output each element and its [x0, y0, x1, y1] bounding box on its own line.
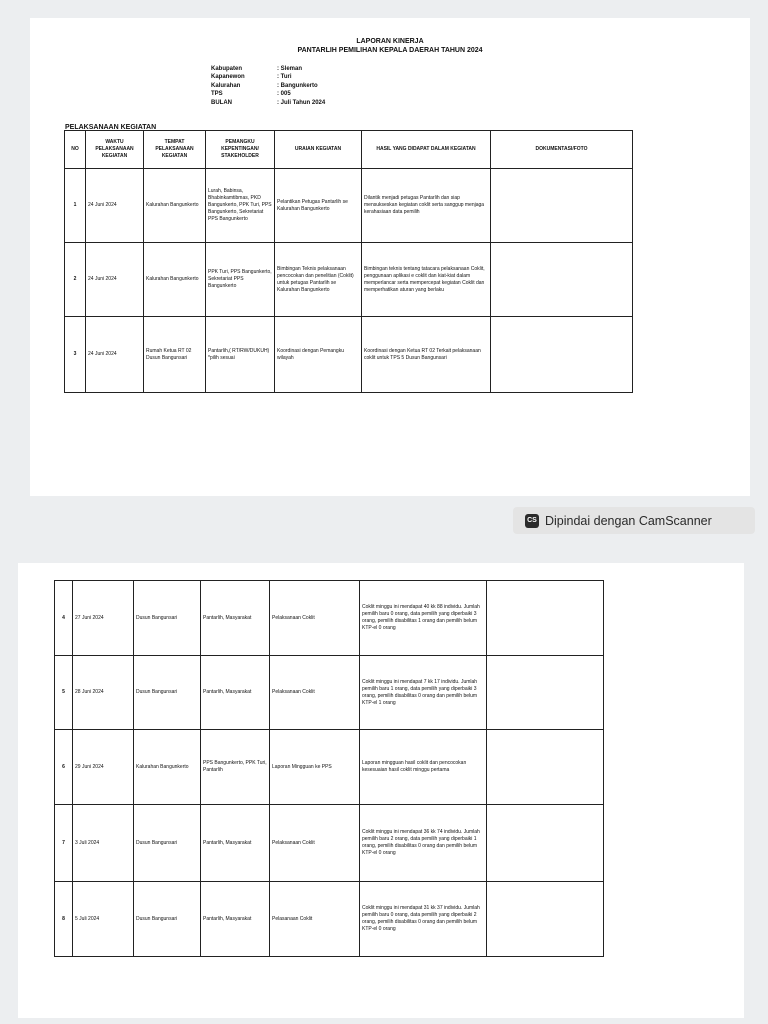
- cell-waktu: 28 Juni 2024: [73, 656, 134, 730]
- cell-no: 5: [55, 656, 73, 730]
- table-row: [55, 730, 604, 805]
- cell-no: 3: [65, 317, 86, 393]
- cell-no: 8: [55, 882, 73, 957]
- cell-uraian: Laporan Mingguan ke PPS: [270, 730, 360, 805]
- cell-tempat: Dusun Bangunsari: [134, 882, 201, 957]
- cell-uraian: Pelaksanaan Coklit: [270, 805, 360, 882]
- header-uraian: URAIAN KEGIATAN: [275, 131, 362, 169]
- table-row: [55, 805, 604, 882]
- table-header-row: [65, 131, 633, 169]
- meta-kabupaten: Kabupaten : Sleman: [211, 66, 303, 72]
- cell-waktu: 29 Juni 2024: [73, 730, 134, 805]
- cell-photo: [491, 169, 633, 243]
- cell-tempat: Dusun Bangunsari: [134, 581, 201, 656]
- header-no: NO: [65, 131, 86, 169]
- cell-no: 6: [55, 730, 73, 805]
- cell-photo: [487, 805, 604, 882]
- cell-hasil: Coklit minggu ini mendapat 40 kk 88 individu. Jumlah pemilih baru 0 orang, data pemilih yang diperbaiki 3 orang, pemilih disabilitas 1 orang dan pemilih belum KTP-el 0 orang: [360, 581, 487, 656]
- cell-photo: [487, 656, 604, 730]
- header-waktu: WAKTU PELAKSANAAN KEGIATAN: [86, 131, 144, 169]
- cell-hasil: Coklit minggu ini mendapat 7 kk 17 individu. Jumlah pemilih baru 1 orang, data pemilih yang diperbaiki 3 orang, pemilih disabilitas 0 orang dan pemilih belum KTP-el 1 orang: [360, 656, 487, 730]
- report-meta: [211, 65, 325, 107]
- scanned-page-1: [30, 18, 750, 496]
- cell-photo: [487, 882, 604, 957]
- meta-tps: TPS : 005: [211, 91, 291, 98]
- cell-hasil: Coklit minggu ini mendapat 31 kk 37 individu. Jumlah pemilih baru 0 orang, data pemilih yang diperbaiki 2 orang, pemilih disabilitas 0 orang dan pemilih belum KTP-el 0 orang: [360, 882, 487, 957]
- activity-table-page1: [64, 130, 633, 393]
- cell-no: 4: [55, 581, 73, 656]
- report-subtitle: PANTARLIH PEMILIHAN KEPALA DAERAH TAHUN 2024: [297, 47, 483, 54]
- cell-tempat: Dusun Bangunsari: [134, 805, 201, 882]
- cell-photo: [491, 317, 633, 393]
- cell-pemangku: Pantarlih, Masyarakat: [201, 882, 270, 957]
- cell-pemangku: PPS Bangunkerto, PPK Turi, Pantarlih: [201, 730, 270, 805]
- header-dokumentasi: DOKUMENTASI/FOTO: [491, 131, 633, 169]
- cell-uraian: Pelantikan Petugas Pantarlih se Kalurahan Bangunkerto: [275, 169, 362, 243]
- table-row: [55, 581, 604, 656]
- cell-waktu: 27 Juni 2024: [73, 581, 134, 656]
- cell-uraian: Koordinasi dengan Pemangku wilayah: [275, 317, 362, 393]
- cell-photo: [491, 243, 633, 317]
- cell-hasil: Coklit minggu ini mendapat 36 kk 74 individu. Jumlah pemilih baru 2 orang, data pemilih yang diperbaiki 1 orang, pemilih disabilitas 0 orang dan pemilih belum KTP-el 0 orang: [360, 805, 487, 882]
- cell-waktu: 24 Juni 2024: [86, 169, 144, 243]
- cell-hasil: Dilantik menjadi petugas Pantarlih dan siap mensukseskan kegiatan coklit serta sanggup menjaga kerahasiaan data pemilih: [362, 169, 491, 243]
- cell-uraian: Pelaksanaan Coklit: [270, 581, 360, 656]
- cell-tempat: Kalurahan Bangunkerto: [144, 243, 206, 317]
- cell-pemangku: Lurah, Babinsa, Bhabinkamtibmas, PKD Bangunkerto, PPK Turi, PPS Bangunkerto, Sekretariat PPS Bangunkerto: [206, 169, 275, 243]
- cell-uraian: Pelasanaan Coklit: [270, 882, 360, 957]
- watermark-text: Dipindai dengan CamScanner: [545, 513, 712, 528]
- cell-photo: [487, 581, 604, 656]
- cell-tempat: Dusun Bangunsari: [134, 656, 201, 730]
- cell-hasil: Laporan mingguan hasil coklit dan pencocokan kesesuaian hasil coklit minggu pertama: [360, 730, 487, 805]
- cell-pemangku: Pantarlih, Masyarakat: [201, 805, 270, 882]
- table-row: [55, 656, 604, 730]
- meta-bulan: BULAN : Juli Tahun 2024: [211, 99, 326, 106]
- activity-table-page2: [54, 580, 604, 957]
- cell-tempat: Rumah Ketua RT 02 Dusun Bangunsari: [144, 317, 206, 393]
- table-row: [65, 169, 633, 243]
- cell-no: 2: [65, 243, 86, 317]
- camscanner-icon: CS: [525, 514, 539, 528]
- cell-waktu: 3 Juli 2024: [73, 805, 134, 882]
- table-row: [65, 243, 633, 317]
- cell-waktu: 24 Juni 2024: [86, 317, 144, 393]
- camscanner-watermark: [513, 507, 755, 534]
- cell-uraian: Bimbingan Teknis pelaksanaan pencocokan dan penelitian (Coklit) untuk petugas Pantarlih se Kalurahan Bangunkerto: [275, 243, 362, 317]
- header-hasil: HASIL YANG DIDAPAT DALAM KEGIATAN: [362, 131, 491, 169]
- cell-pemangku: Pantarlih, Masyarakat: [201, 656, 270, 730]
- cell-pemangku: Pantarlih,( RT/RW/DUKUH) *pilih sesuai: [206, 317, 275, 393]
- cell-no: 7: [55, 805, 73, 882]
- cell-tempat: Kalurahan Bangunkerto: [144, 169, 206, 243]
- header-tempat: TEMPAT PELAKSANAAN KEGIATAN: [144, 131, 206, 169]
- cell-hasil: Koordinasi dengan Ketua RT 02 Terkait pelaksanaan coklit untuk TPS 5 Dusun Bangunsari: [362, 317, 491, 393]
- cell-photo: [487, 730, 604, 805]
- table-row: [65, 317, 633, 393]
- meta-kapanewon: Kapanewon : Turi: [211, 74, 292, 81]
- meta-kalurahan: Kalurahan : Bangunkerto: [211, 82, 318, 89]
- cell-uraian: Pelaksanaan Coklit: [270, 656, 360, 730]
- report-title: LAPORAN KINERJA: [356, 38, 424, 45]
- table-row: [55, 882, 604, 957]
- cell-waktu: 24 Juni 2024: [86, 243, 144, 317]
- cell-no: 1: [65, 169, 86, 243]
- header-pemangku: PEMANGKU KEPENTINGAN/ STAKEHOLDER: [206, 131, 275, 169]
- cell-pemangku: Pantarlih, Masyarakat: [201, 581, 270, 656]
- cell-tempat: Kalurahan Bangunkerto: [134, 730, 201, 805]
- cell-waktu: 5 Juli 2024: [73, 882, 134, 957]
- cell-hasil: Bimbingan teknis tentang tatacara pelaksanaan Coklit, penggunaan aplikasi e coklit dan kiat-kiat dalam memperlancar serta mempercepat kegiatan Coklit dan memperhatikan aturan yang berlaku: [362, 243, 491, 317]
- section-label: PELAKSANAAN KEGIATAN: [65, 124, 157, 131]
- cell-pemangku: PPK Turi, PPS Bangunkerto, Sekretariat PPS Bangunkerto: [206, 243, 275, 317]
- scanned-page-2: [18, 563, 744, 1018]
